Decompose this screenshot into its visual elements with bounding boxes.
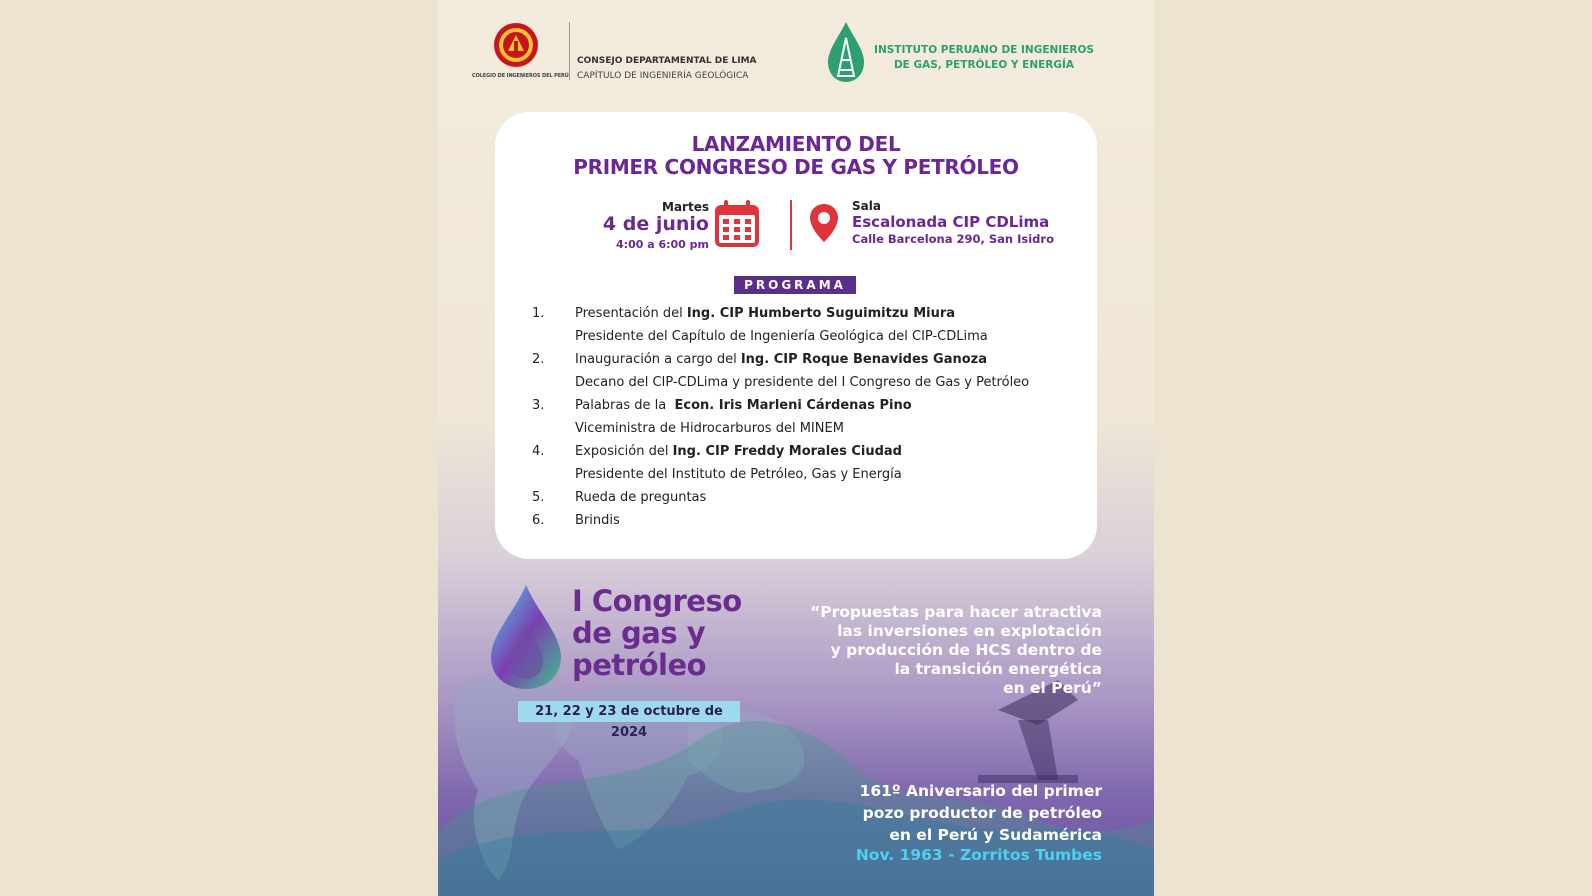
ipige-name [874, 43, 1094, 73]
item-text [575, 306, 955, 321]
ipige-line-2: DE GAS, PETRÓLEO Y ENERGÍA [893, 59, 1075, 71]
capitulo-name: CAPÍTULO DE INGENIERÍA GEOLÓGICA [577, 71, 749, 81]
ipige-line-1: INSTITUTO PERUANO DE INGENIEROS [874, 44, 1094, 56]
quote-line-2: las inversiones en explotación [837, 622, 1102, 640]
quote-line-1: “Propuestas para hacer atractiva [810, 603, 1102, 621]
quote-line-5: en el Perú” [1003, 679, 1102, 697]
location-pin-icon [809, 203, 839, 243]
venue-address: Calle Barcelona 290, San Isidro [852, 232, 1054, 246]
item-description: Presidente del Capítulo de Ingeniería Geológica del CIP-CDLima [575, 329, 988, 344]
quote-line-4: la transición energética [894, 660, 1102, 678]
item-prefix: Palabras de la [575, 398, 675, 413]
anniversary-text [802, 780, 1102, 846]
header-divider [569, 22, 570, 80]
event-time: 4:00 a 6:00 pm [616, 238, 709, 251]
item-speaker: Ing. CIP Freddy Morales Ciudad [672, 444, 902, 459]
item-description: Viceministra de Hidrocarburos del MINEM [575, 421, 844, 436]
item-text: Brindis [575, 513, 620, 528]
quote [782, 603, 1102, 698]
item-speaker: Econ. Iris Marleni Cárdenas Pino [674, 398, 912, 413]
item-prefix: Presentación del [575, 306, 687, 321]
item-number: 5. [532, 490, 545, 505]
title-line-2: PRIMER CONGRESO DE GAS Y PETRÓLEO [573, 155, 1019, 179]
event-card [495, 112, 1097, 559]
consejo-name: CONSEJO DEPARTAMENTAL DE LIMA [577, 56, 757, 66]
item-number: 2. [532, 352, 545, 367]
info-divider [790, 200, 792, 250]
oil-drop-derrick-logo [824, 20, 868, 84]
congreso-dates: 21, 22 y 23 de octubre de 2024 [518, 701, 740, 722]
venue-name: Escalonada CIP CDLima [852, 213, 1050, 231]
day-of-week: Martes [662, 200, 709, 214]
congreso-line-3: petróleo [572, 648, 707, 682]
anniversary-line-3: en el Perú y Sudamérica [889, 826, 1102, 844]
header [438, 0, 1154, 96]
congreso-drop-logo [489, 583, 563, 691]
item-speaker: Ing. CIP Humberto Suguimitzu Miura [686, 306, 956, 321]
item-number: 4. [532, 444, 545, 459]
congreso-title [572, 585, 792, 681]
programa-badge: PROGRAMA [734, 276, 856, 294]
item-text [575, 444, 902, 459]
item-speaker: Ing. CIP Roque Benavides Ganoza [740, 352, 988, 367]
item-number: 6. [532, 513, 545, 528]
quote-line-3: y producción de HCS dentro de [830, 641, 1102, 659]
congreso-line-1: I Congreso [572, 584, 742, 618]
item-number: 3. [532, 398, 545, 413]
item-number: 1. [532, 306, 545, 321]
cip-seal-logo [493, 22, 539, 68]
item-prefix: Inauguración a cargo del [575, 352, 741, 367]
item-text: Rueda de preguntas [575, 490, 707, 505]
item-text [575, 352, 987, 367]
sala-label: Sala [852, 199, 881, 213]
anniversary-line-1: 161º Aniversario del primer [859, 782, 1102, 800]
event-poster [438, 0, 1154, 896]
item-description: Presidente del Instituto de Petróleo, Gas y Energía [575, 467, 902, 482]
item-prefix: Exposición del [575, 444, 673, 459]
congreso-line-2: de gas y [572, 616, 706, 650]
event-date: 4 de junio [602, 213, 709, 235]
item-text [575, 398, 912, 413]
cip-college-name: COLEGIO DE INGENIEROS DEL PERÚ [472, 73, 569, 79]
anniversary-date-place: Nov. 1963 - Zorritos Tumbes [855, 846, 1102, 864]
title-line-1: LANZAMIENTO DEL [691, 132, 901, 156]
anniversary-line-2: pozo productor de petróleo [862, 804, 1102, 822]
calendar-icon [713, 199, 761, 249]
item-description: Decano del CIP-CDLima y presidente del I Congreso de Gas y Petróleo [575, 375, 1030, 390]
